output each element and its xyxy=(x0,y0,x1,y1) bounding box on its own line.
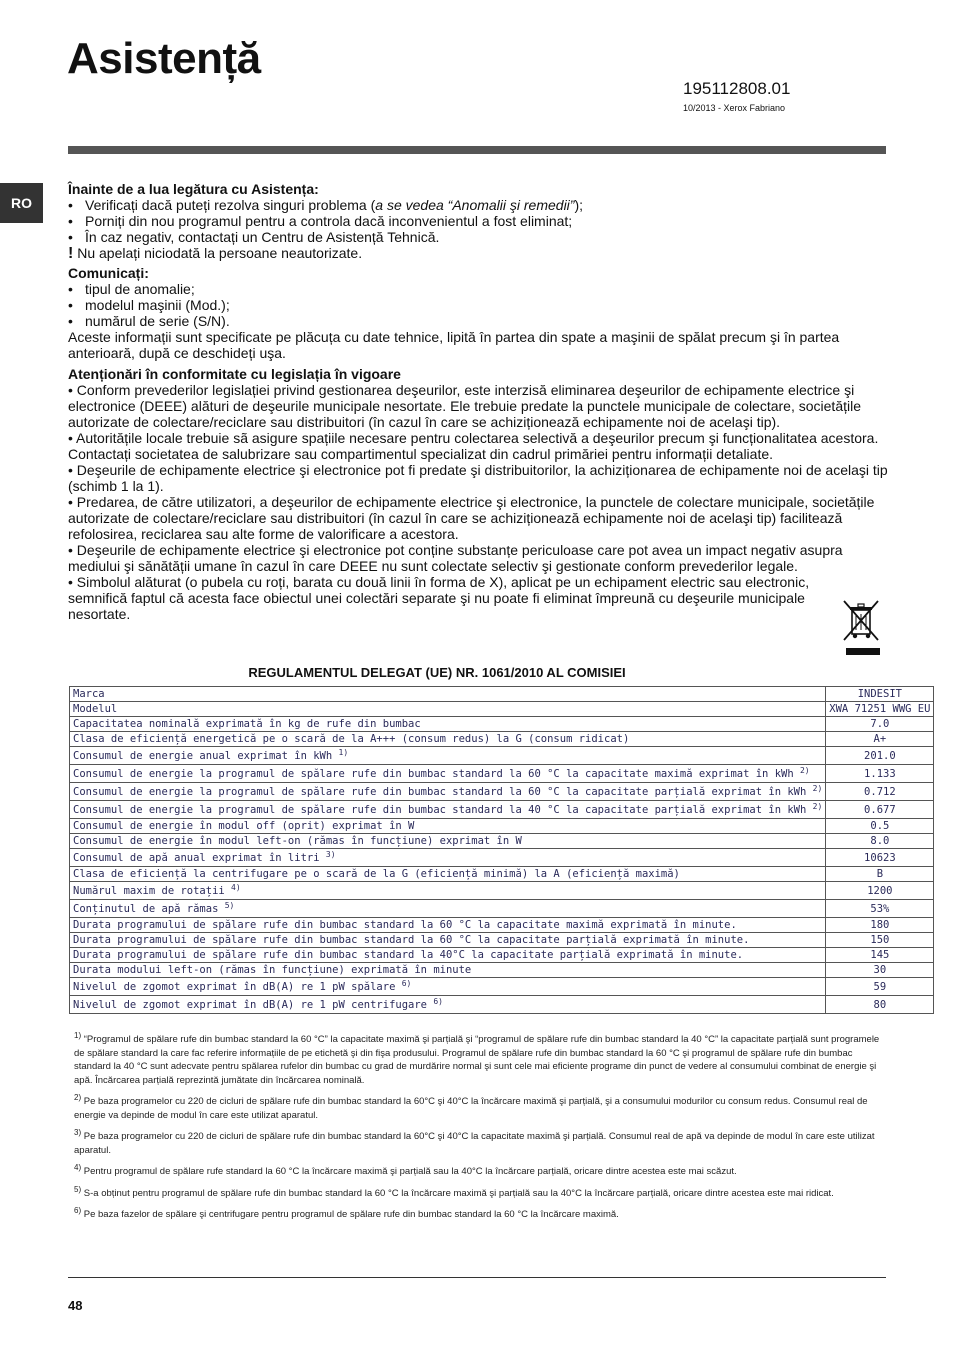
table-cell-label xyxy=(70,996,826,1014)
footnote-number: 5) xyxy=(74,1184,82,1194)
page-title: Asistență xyxy=(67,34,261,83)
footnote xyxy=(74,1130,884,1157)
table-row xyxy=(70,801,934,819)
list-item-text: modelul maşinii (Mod.); xyxy=(85,297,230,313)
table-cell-value: XWA 71251 WWG EU xyxy=(826,702,934,717)
table-row xyxy=(70,948,934,963)
table-cell-label xyxy=(70,978,826,996)
row-label: Durata programului de spălare rufe din bumbac standard la 60 °C la capacitate maximă exprimată în minute. xyxy=(73,919,737,931)
table-cell-value: 1.133 xyxy=(826,765,934,783)
table-cell-label xyxy=(70,747,826,765)
footnote-number: 1) xyxy=(74,1031,82,1040)
row-label: Consumul de energie la programul de spălare rufe din bumbac standard la 60 °C la capacitate parțială exprimat în kWh xyxy=(73,785,807,798)
communicate-heading: Comunicați: xyxy=(68,265,149,281)
warnings-paragraph: • Deşeurile de echipamente electrice şi electronice pot conține substanțe periculoase care pot avea un impact negativ asupra mediului şi sănătății umane în cazul în care DEEE nu sunt colectate selectiv şi gestionate conform prevederilor legale. xyxy=(68,542,843,574)
row-label: Durata programului de spălare rufe din bumbac standard la 40°C la capacitate parțială exprimată în minute. xyxy=(73,949,744,961)
row-label: Nivelul de zgomot exprimat în dB(A) re 1 pW spălare xyxy=(73,980,396,993)
row-label: Conținutul de apă rămas xyxy=(73,902,219,915)
table-row xyxy=(70,849,934,867)
row-label: Consumul de energie în modul left-on (rămas în funcțiune) exprimat în W xyxy=(73,835,522,847)
table-cell-label xyxy=(70,948,826,963)
row-label: Marca xyxy=(73,688,105,700)
table-row xyxy=(70,978,934,996)
table-cell-value: 1200 xyxy=(826,882,934,900)
row-label: Nivelul de zgomot exprimat în dB(A) re 1 pW centrifugare xyxy=(73,998,428,1011)
warning-text: Nu apelați niciodată la persoane neautorizate. xyxy=(77,245,363,261)
table-row xyxy=(70,783,934,801)
crossed-bin-icon xyxy=(841,598,881,656)
row-label: Consumul de energie anual exprimat în kWh xyxy=(73,749,333,762)
table-cell-label xyxy=(70,801,826,819)
regulation-title xyxy=(0,665,954,680)
footnote-number: 6) xyxy=(74,1206,82,1215)
bullet: • xyxy=(68,297,73,313)
table-cell-label xyxy=(70,702,826,717)
list-item-text: Verificați dacă puteți rezolva singuri problema ( xyxy=(85,197,376,213)
row-label: Clasa de eficiență la centrifugare pe o scară de la G (eficiență minimă) la A (eficiență maximă) xyxy=(73,868,680,880)
table-cell-label xyxy=(70,933,826,948)
footnote-ref: 3) xyxy=(325,849,336,859)
footnote-ref: 2) xyxy=(799,765,810,775)
row-label: Durata modului left-on (rămas în funcțiune) exprimată în minute xyxy=(73,964,472,976)
warnings-paragraph: • Simbolul alăturat (o pubela cu roți, barata cu două linii în forma de X), aplicat pe un echipament electric sau electronic, semnifică faptul că acesta face obiectul unei colectări separate şi nu poate fi eliminat împreună cu deşeurile municipale nesortate. xyxy=(68,574,810,622)
table-row xyxy=(70,717,934,732)
footnote-ref: 6) xyxy=(433,996,443,1006)
regulation-title-text: REGULAMENTUL DELEGAT (UE) NR. 1061/2010 AL COMISIEI xyxy=(248,665,626,680)
bullet: • xyxy=(68,213,73,229)
table-row xyxy=(70,900,934,918)
footnote-ref: 1) xyxy=(338,747,349,757)
table-cell-label xyxy=(70,819,826,834)
table-cell-label xyxy=(70,834,826,849)
warnings-heading: Atenționări în conformitate cu legislația în vigoare xyxy=(68,366,401,382)
footnote-ref: 4) xyxy=(231,882,241,892)
bullet: • xyxy=(68,281,73,297)
footnote-text: Pentru programul de spălare rufe standard la 60 °C la încărcare maximă şi parțială sau la 40°C la încărcare parțială, oricare dintre acestea este mai scăzut. xyxy=(83,1166,737,1177)
footnote-ref: 2) xyxy=(812,783,823,793)
table-cell-label xyxy=(70,963,826,978)
row-label: Modelul xyxy=(73,703,118,715)
table-cell-value: 0.677 xyxy=(826,801,934,819)
footnote-text: S-a obținut pentru programul de spălare rufe din bumbac standard la 60 °C la încărcare maximă şi parțială sau la 40°C la încărcare parțială, oricare dintre acestea este mai ridicat. xyxy=(83,1187,834,1199)
list-item-italic: a se vedea “Anomalii şi remedii” xyxy=(375,197,575,213)
table-cell-value: B xyxy=(826,867,934,882)
footnote-text: Pe baza programelor cu 220 de cicluri de spălare rufe din bumbac standard la 60°C şi 40°C la încărcare maximă şi parțială, şi a consumului modurilor cu consum redus. Consumul real de energie va depinde de modul în care este utilizat aparatul. xyxy=(74,1096,868,1121)
table-row xyxy=(70,687,934,702)
exclamation-icon: ! xyxy=(68,245,74,262)
footnote xyxy=(74,1208,884,1222)
footnote-ref: 2) xyxy=(812,801,823,811)
table-cell-value: 0.5 xyxy=(826,819,934,834)
table-cell-label xyxy=(70,849,826,867)
table-cell-value: INDESIT xyxy=(826,687,934,702)
row-label: Clasa de eficiență energetică pe o scară de la A+++ (consum redus) la G (consum ridicat) xyxy=(73,733,630,745)
footnote xyxy=(74,1165,884,1179)
table-cell-value: 7.0 xyxy=(826,717,934,732)
table-cell-value: 201.0 xyxy=(826,747,934,765)
footnote xyxy=(74,1095,884,1122)
list-item-text: tipul de anomalie; xyxy=(85,281,195,297)
table-row xyxy=(70,963,934,978)
row-label: Numărul maxim de rotații xyxy=(73,884,225,897)
table-row xyxy=(70,747,934,765)
table-row xyxy=(70,918,934,933)
table-cell-label xyxy=(70,717,826,732)
footnote-number: 3) xyxy=(74,1128,82,1137)
header-divider-bar xyxy=(68,146,886,154)
table-cell-label xyxy=(70,918,826,933)
communicate-note: Aceste informații sunt specificate pe plăcuța cu date tehnice, lipită în partea din spate a maşinii de spălat precum şi în partea anterioară, după ce deschideți uşa. xyxy=(68,329,840,361)
bullet: • xyxy=(68,313,73,329)
warnings-paragraph: • Deşeurile de echipamente electrice şi electronice pot fi predate şi distribuitorilor, la achiziționarea de echipamente noi de acelaşi tip (schimb 1 la 1). xyxy=(68,462,888,494)
contact-heading: Înainte de a lua legătura cu Asistența: xyxy=(68,181,319,197)
list-item-text: numărul de serie (S/N). xyxy=(85,313,230,329)
list-item xyxy=(68,213,888,229)
row-label: Consumul de apă anual exprimat în litri xyxy=(73,851,320,864)
row-label: Durata programului de spălare rufe din bumbac standard la 60 °C la capacitate parțială exprimată în minute. xyxy=(73,934,750,946)
document-number: 195112808.01 xyxy=(683,79,791,98)
row-label: Consumul de energie în modul off (oprit) exprimat în W xyxy=(73,820,415,832)
footer-divider xyxy=(68,1277,886,1278)
table-row xyxy=(70,819,934,834)
table-cell-label xyxy=(70,765,826,783)
table-cell-value: 53% xyxy=(826,900,934,918)
warnings-paragraph: • Autoritățile locale trebuie sã asigure spațiile necesare pentru colectarea selectivă a deşeurilor precum şi funcționalitatea acestora. Contactați societatea de salubrizare sau compartimentul specializat din cadrul primăriei pentru informații detaliate. xyxy=(68,430,879,462)
table-cell-value: 180 xyxy=(826,918,934,933)
footnote-text: Pe baza fazelor de spălare şi centrifugare pentru programul de spălare rufe din bumbac standard la 60 °C la încărcare maximă. xyxy=(83,1209,619,1220)
footnote xyxy=(74,1184,884,1201)
row-label: Consumul de energie la programul de spălare rufe din bumbac standard la 40 °C la capacitate parțială exprimat în kWh xyxy=(73,803,807,816)
footnote xyxy=(74,1033,884,1087)
table-cell-value: 0.712 xyxy=(826,783,934,801)
row-label: Capacitatea nominală exprimată în kg de rufe din bumbac xyxy=(73,718,421,730)
table-cell-value: 30 xyxy=(826,963,934,978)
footnote-text: “Programul de spălare rufe din bumbac standard la 60 °C” la capacitate maximă şi parțială şi “programul de spălare rufe din bumbac standard la 40 °C” la capacitate parțială sunt programele de spălare standard la care fac referire informațiile de pe etichetă şi din fişa produsului. Programul de spălare rufe din bumbac standard la 60 °C şi programul de spălare rufe din bumbac standard la 40 °C sunt adecvate pentru spălarea rufelor din bumbac cu grad de murdărire normal şi sunt cele mai eficiente programe din punct de vedere al consumului combinat de energie şi apă. Încărcarea parțială reprezintă jumătate din încărcarea nominală. xyxy=(74,1034,880,1086)
warnings-paragraph: • Conform prevederilor legislației privind gestionarea deşeurilor, este interzisă eliminarea deşeurilor de echipamente electrice şi electronice (DEEE) alături de deşeurile municipale nesortate. Ele trebuie predate la punctele municipale de colectare, societățile autorizate de colectare/reciclare sau distribuitori (în cazul în care se achiziționează echipamente noi de acelaşi tip). xyxy=(68,382,861,430)
list-item xyxy=(68,229,888,245)
table-cell-value: 8.0 xyxy=(826,834,934,849)
table-row xyxy=(70,867,934,882)
footnote-ref: 6) xyxy=(401,978,412,988)
row-label: Consumul de energie la programul de spălare rufe din bumbac standard la 60 °C la capacitate maximă exprimat în kWh xyxy=(73,767,794,780)
table-row xyxy=(70,732,934,747)
language-tab: RO xyxy=(0,183,43,223)
table-cell-label xyxy=(70,867,826,882)
footnote-ref: 5) xyxy=(224,900,235,910)
table-cell-value: 80 xyxy=(826,996,934,1014)
table-cell-value: A+ xyxy=(826,732,934,747)
table-cell-value: 10623 xyxy=(826,849,934,867)
body-text xyxy=(68,181,888,622)
list-item xyxy=(68,281,888,297)
footnote-number: 4) xyxy=(74,1163,82,1172)
table-row xyxy=(70,765,934,783)
bullet: • xyxy=(68,197,73,213)
regulation-table xyxy=(69,686,934,1014)
list-item-text: ); xyxy=(574,197,584,213)
list-item xyxy=(68,297,888,313)
table-cell-label xyxy=(70,900,826,918)
table-cell-label xyxy=(70,882,826,900)
bullet: • xyxy=(68,229,73,245)
page-number: 48 xyxy=(68,1298,83,1313)
table-cell-label xyxy=(70,783,826,801)
table-row xyxy=(70,834,934,849)
table-row xyxy=(70,996,934,1014)
footnotes xyxy=(74,1033,884,1230)
list-item xyxy=(68,313,888,329)
list-item-text: Porniți din nou programul pentru a controla dacă inconvenientul a fost eliminat; xyxy=(85,213,573,229)
warning-line xyxy=(68,245,888,262)
table-cell-label xyxy=(70,732,826,747)
footnote-text: Pe baza programelor cu 220 de cicluri de spălare rufe din bumbac standard la 60°C şi 40°C la capacitate maximă şi parțială. Consumul real de apă va depinde de modul în care este utilizat aparatul. xyxy=(74,1131,875,1156)
table-row xyxy=(70,702,934,717)
footnote-number: 2) xyxy=(74,1093,82,1102)
table-cell-value: 145 xyxy=(826,948,934,963)
table-row xyxy=(70,933,934,948)
table-row xyxy=(70,882,934,900)
table-cell-value: 150 xyxy=(826,933,934,948)
list-item-text: În caz negativ, contactați un Centru de Asistență Tehnică. xyxy=(85,229,440,245)
table-cell-label xyxy=(70,687,826,702)
list-item xyxy=(68,197,888,213)
document-date-printer: 10/2013 - Xerox Fabriano xyxy=(683,103,786,113)
warnings-paragraph: • Predarea, de către utilizatori, a deşeurilor de echipamente electrice şi electronice, la punctele de colectare municipale, societățile autorizate de colectare/reciclare sau distribuitori (în cazul în care se achiziționează echipamente noi de acelaşi tip) facilitează refolosirea, reciclarea sau alte forme de valorificare a acestora. xyxy=(68,494,875,542)
table-cell-value: 59 xyxy=(826,978,934,996)
